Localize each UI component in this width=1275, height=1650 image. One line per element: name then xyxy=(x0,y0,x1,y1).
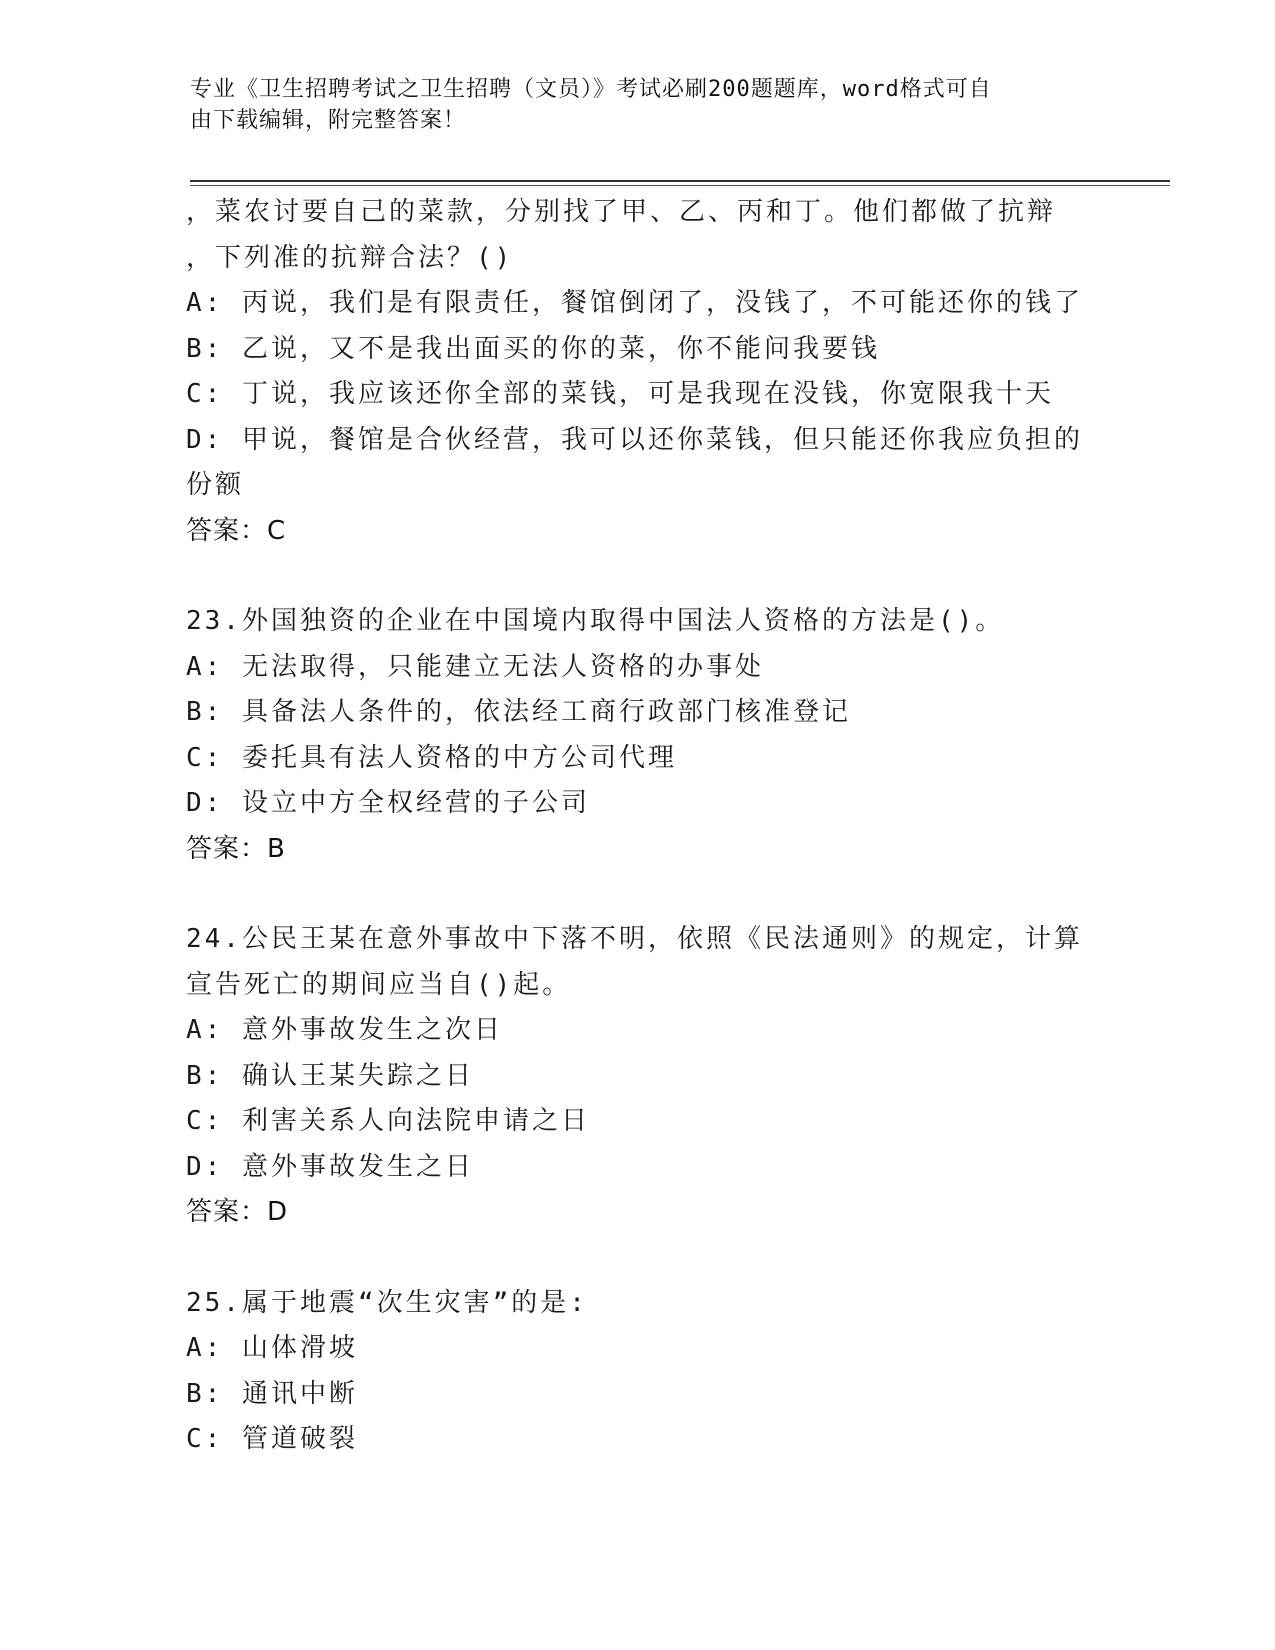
question-list xyxy=(186,190,1086,1463)
document-header xyxy=(190,74,1090,136)
option-b: B: 确认王某失踪之日 xyxy=(186,1060,474,1091)
answer: 答案：C xyxy=(186,515,287,546)
question-stem-continued: 宣告死亡的期间应当自()起。 xyxy=(186,969,572,1000)
question-stem-continued: ，菜农讨要自己的菜款，分别找了甲、乙、丙和丁。他们都做了抗辩 xyxy=(186,197,1057,227)
answer: 答案：B xyxy=(186,833,286,864)
option-d: D: 设立中方全权经营的子公司 xyxy=(186,788,590,818)
question-stem-continued: ，下列准的抗辩合法？() xyxy=(186,242,514,273)
option-a: A: 无法取得，只能建立无法人资格的办事处 xyxy=(186,651,764,682)
question-stem: 25.属于地震“次生灾害”的是: xyxy=(186,1287,588,1318)
option-d: D: 甲说，餐馆是合伙经营，我可以还你菜钱，但只能还你我应负担的 xyxy=(186,424,1083,455)
option-b: B: 乙说，又不是我出面买的你的菜，你不能问我要钱 xyxy=(186,333,880,364)
question-23 xyxy=(186,599,1086,872)
spacer xyxy=(186,554,1086,599)
header-divider-thin xyxy=(190,185,1170,186)
option-b: B: 具备法人条件的，依法经工商行政部门核准登记 xyxy=(186,697,851,727)
spacer xyxy=(186,1236,1086,1281)
option-c: C: 利害关系人向法院申请之日 xyxy=(186,1106,590,1136)
option-c: C: 管道破裂 xyxy=(186,1424,358,1454)
option-a: A: 意外事故发生之次日 xyxy=(186,1015,503,1045)
question-stem: 24.公民王某在意外事故中下落不明，依照《民法通则》的规定，计算 xyxy=(186,924,1083,954)
option-b: B: 通讯中断 xyxy=(186,1378,358,1409)
question-24 xyxy=(186,917,1086,1236)
spacer xyxy=(186,872,1086,917)
option-c: C: 丁说，我应该还你全部的菜钱，可是我现在没钱，你宽限我十天 xyxy=(186,379,1054,409)
question-22 xyxy=(186,190,1086,554)
option-a: A: 山体滑坡 xyxy=(186,1333,358,1363)
option-a: A: 丙说，我们是有限责任，餐馆倒闭了，没钱了，不可能还你的钱了 xyxy=(186,288,1083,318)
answer: 答案：D xyxy=(186,1197,289,1227)
option-c: C: 委托具有法人资格的中方公司代理 xyxy=(186,742,677,773)
question-25 xyxy=(186,1281,1086,1463)
header-line-2: 由下载编辑，附完整答案！ xyxy=(190,108,467,133)
option-d-continued: 份额 xyxy=(186,470,245,500)
header-line-1: 专业《卫生招聘考试之卫生招聘（文员）》考试必刷200题题库，word格式可自 xyxy=(190,77,992,102)
option-d: D: 意外事故发生之日 xyxy=(186,1151,474,1182)
question-stem: 23.外国独资的企业在中国境内取得中国法人资格的方法是()。 xyxy=(186,606,1005,636)
header-divider-thick xyxy=(190,180,1170,182)
